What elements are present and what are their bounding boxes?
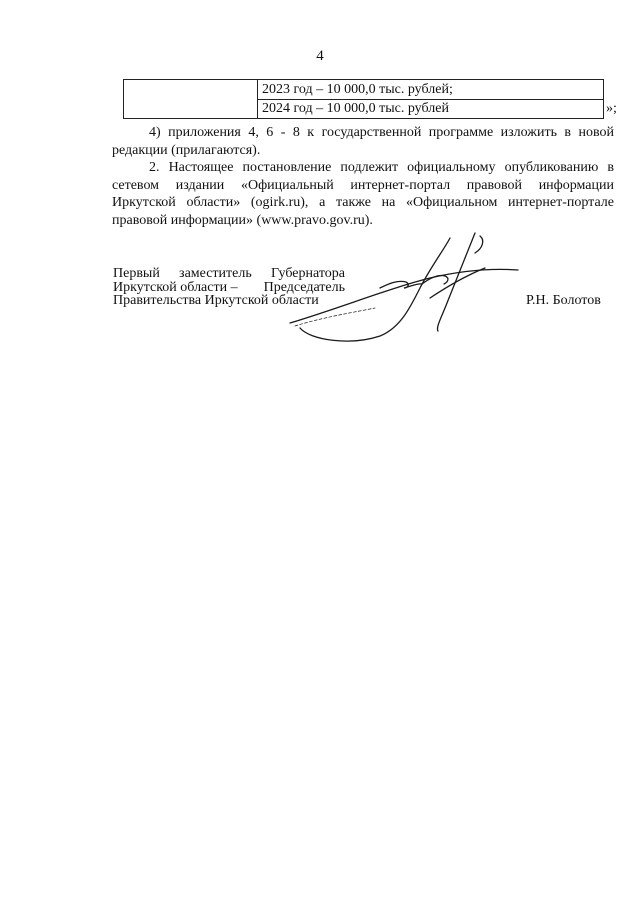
page-number: 4	[316, 48, 324, 64]
title-word: заместитель	[179, 266, 252, 281]
closing-quote-mark: »;	[606, 101, 617, 116]
title-word: Председатель	[263, 280, 345, 295]
title-word: Губернатора	[270, 266, 345, 281]
funding-table	[123, 79, 604, 119]
title-word: Первый	[113, 266, 160, 281]
handwritten-signature	[280, 228, 520, 348]
signer-title-line-3: Правительства Иркутской области	[113, 293, 319, 308]
paragraph-item-2: 2. Настоящее постановление подлежит официальному опубликованию в сетевом издании «Официальный интернет-портал правовой информации Иркутской области» (ogirk.ru), а также на «Официальном интернет-портале правовой информации» (www.pravo.gov.ru).	[112, 160, 614, 228]
title-word: Иркутской области –	[113, 280, 238, 295]
signer-name: Р.Н. Болотов	[526, 293, 601, 308]
table-row: 2024 год – 10 000,0 тыс. рублей	[262, 101, 449, 116]
table-row: 2023 год – 10 000,0 тыс. рублей;	[262, 82, 453, 97]
table-empty-cell	[124, 80, 258, 118]
paragraph-item-4: 4) приложения 4, 6 - 8 к государственной программе изложить в новой редакции (прилагаются).	[112, 125, 614, 158]
